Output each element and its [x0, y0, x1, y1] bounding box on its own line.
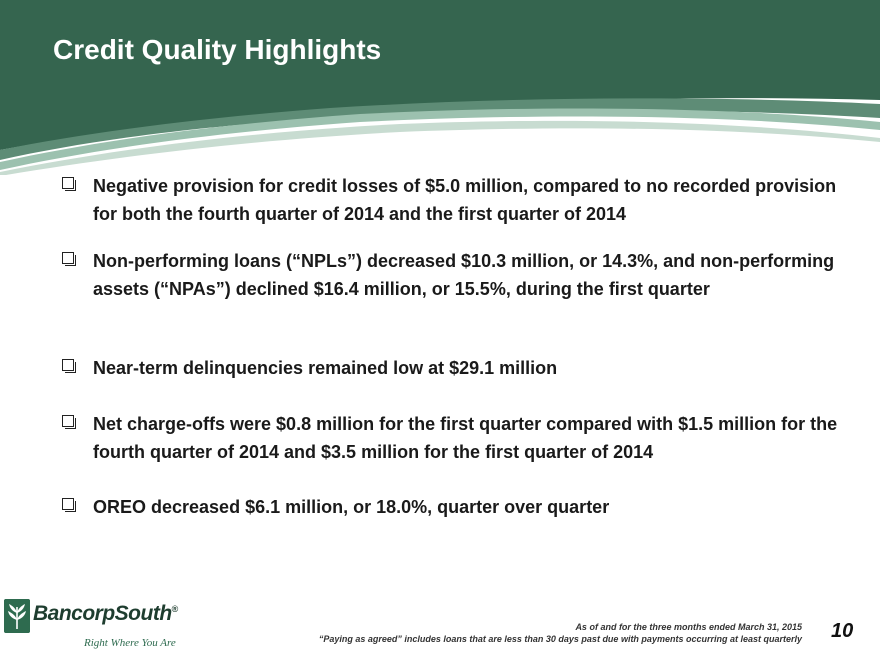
registered-mark: ® — [171, 604, 178, 614]
list-item — [62, 247, 852, 303]
wheat-leaf-icon — [4, 599, 30, 633]
page-title: Credit Quality Highlights — [53, 34, 382, 65]
checkbox-bullet-icon — [62, 252, 74, 264]
checkbox-bullet-icon — [62, 359, 74, 371]
bullet-text: OREO decreased $6.1 million, or 18.0%, quarter over quarter — [93, 497, 610, 517]
list-item — [62, 172, 852, 228]
bullet-text: Non-performing loans (“NPLs”) decreased $10.3 million, or 14.3%, and non-performing assets (“NPAs”) declined $16.4 million, or 15.5%, during the first quarter — [93, 251, 835, 299]
footnote-definition: “Paying as agreed” includes loans that are less than 30 days past due with payments occurring at least quarterly — [318, 634, 802, 644]
bullet-text: Near-term delinquencies remained low at $29.1 million — [93, 358, 558, 378]
list-item — [62, 354, 852, 382]
footnote-date: As of and for the three months ended March 31, 2015 — [575, 622, 802, 632]
checkbox-bullet-icon — [62, 498, 74, 510]
logo-tagline: Right Where You Are — [84, 637, 176, 649]
bullet-text: Negative provision for credit losses of $5.0 million, compared to no recorded provision for both the fourth quarter of 2014 and the first quarter of 2014 — [93, 176, 837, 224]
company-logo — [4, 599, 204, 655]
header-banner — [0, 0, 880, 175]
checkbox-bullet-icon — [62, 415, 74, 427]
page-number: 10 — [831, 620, 854, 642]
logo-name: BancorpSouth — [33, 602, 172, 625]
checkbox-bullet-icon — [62, 177, 74, 189]
bullet-text: Net charge-offs were $0.8 million for the first quarter compared with $1.5 million for the fourth quarter of 2014 and $3.5 million for the first quarter of 2014 — [93, 414, 838, 462]
list-item — [62, 493, 852, 521]
list-item — [62, 410, 852, 466]
